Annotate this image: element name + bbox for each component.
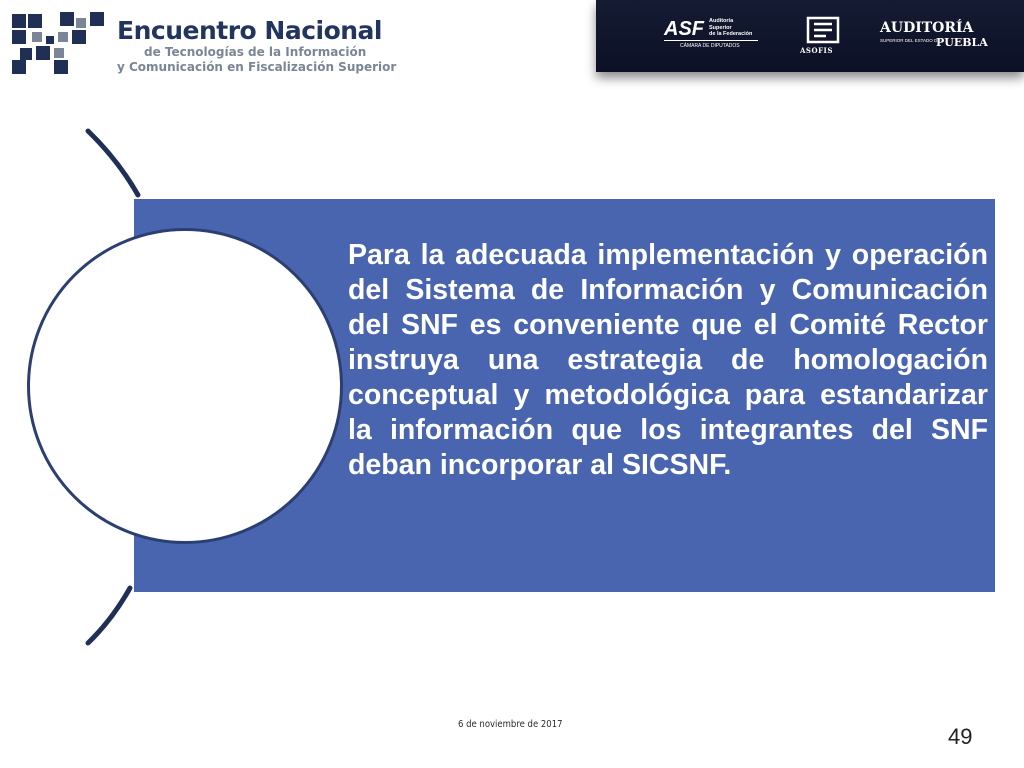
puebla-logo-small: SUPERIOR DEL ESTADO DE: [880, 38, 941, 43]
puebla-logo-top: AUDITORÍA: [880, 20, 974, 36]
content-body-text: Para la adecuada implementación y operación del Sistema de Información y Comunicación del SNF es conveniente que el Comité Rector instruya una estrategia de homologación conceptual y metodológica para estandarizar la información que los integrantes del SNF deban incorporar al SICSNF.: [348, 239, 988, 481]
asofis-logo-name: ASOFIS: [800, 46, 833, 55]
event-subtitle-line1: de Tecnologías de la Información: [144, 45, 367, 59]
event-title: Encuentro Nacional: [117, 16, 382, 45]
decorative-circle: [27, 228, 343, 544]
asf-logo-name: ASF: [664, 18, 704, 40]
asf-logo-bottom: CÁMARA DE DIPUTADOS: [680, 43, 740, 49]
slide-number: 49: [948, 724, 973, 749]
asofis-emblem-icon: [804, 16, 844, 44]
partner-logos-band: [596, 0, 1024, 72]
asf-logo: [664, 16, 764, 54]
asofis-logo: [796, 16, 848, 58]
event-subtitle-line2: y Comunicación en Fiscalización Superior: [117, 60, 397, 74]
asf-logo-caption: Auditoría Superior de la Federación: [709, 18, 753, 37]
auditoria-puebla-logo: [880, 16, 990, 56]
footer-date: 6 de noviembre de 2017: [458, 719, 563, 730]
event-logo-icon: [12, 12, 108, 74]
puebla-logo-big: PUEBLA: [936, 36, 988, 49]
